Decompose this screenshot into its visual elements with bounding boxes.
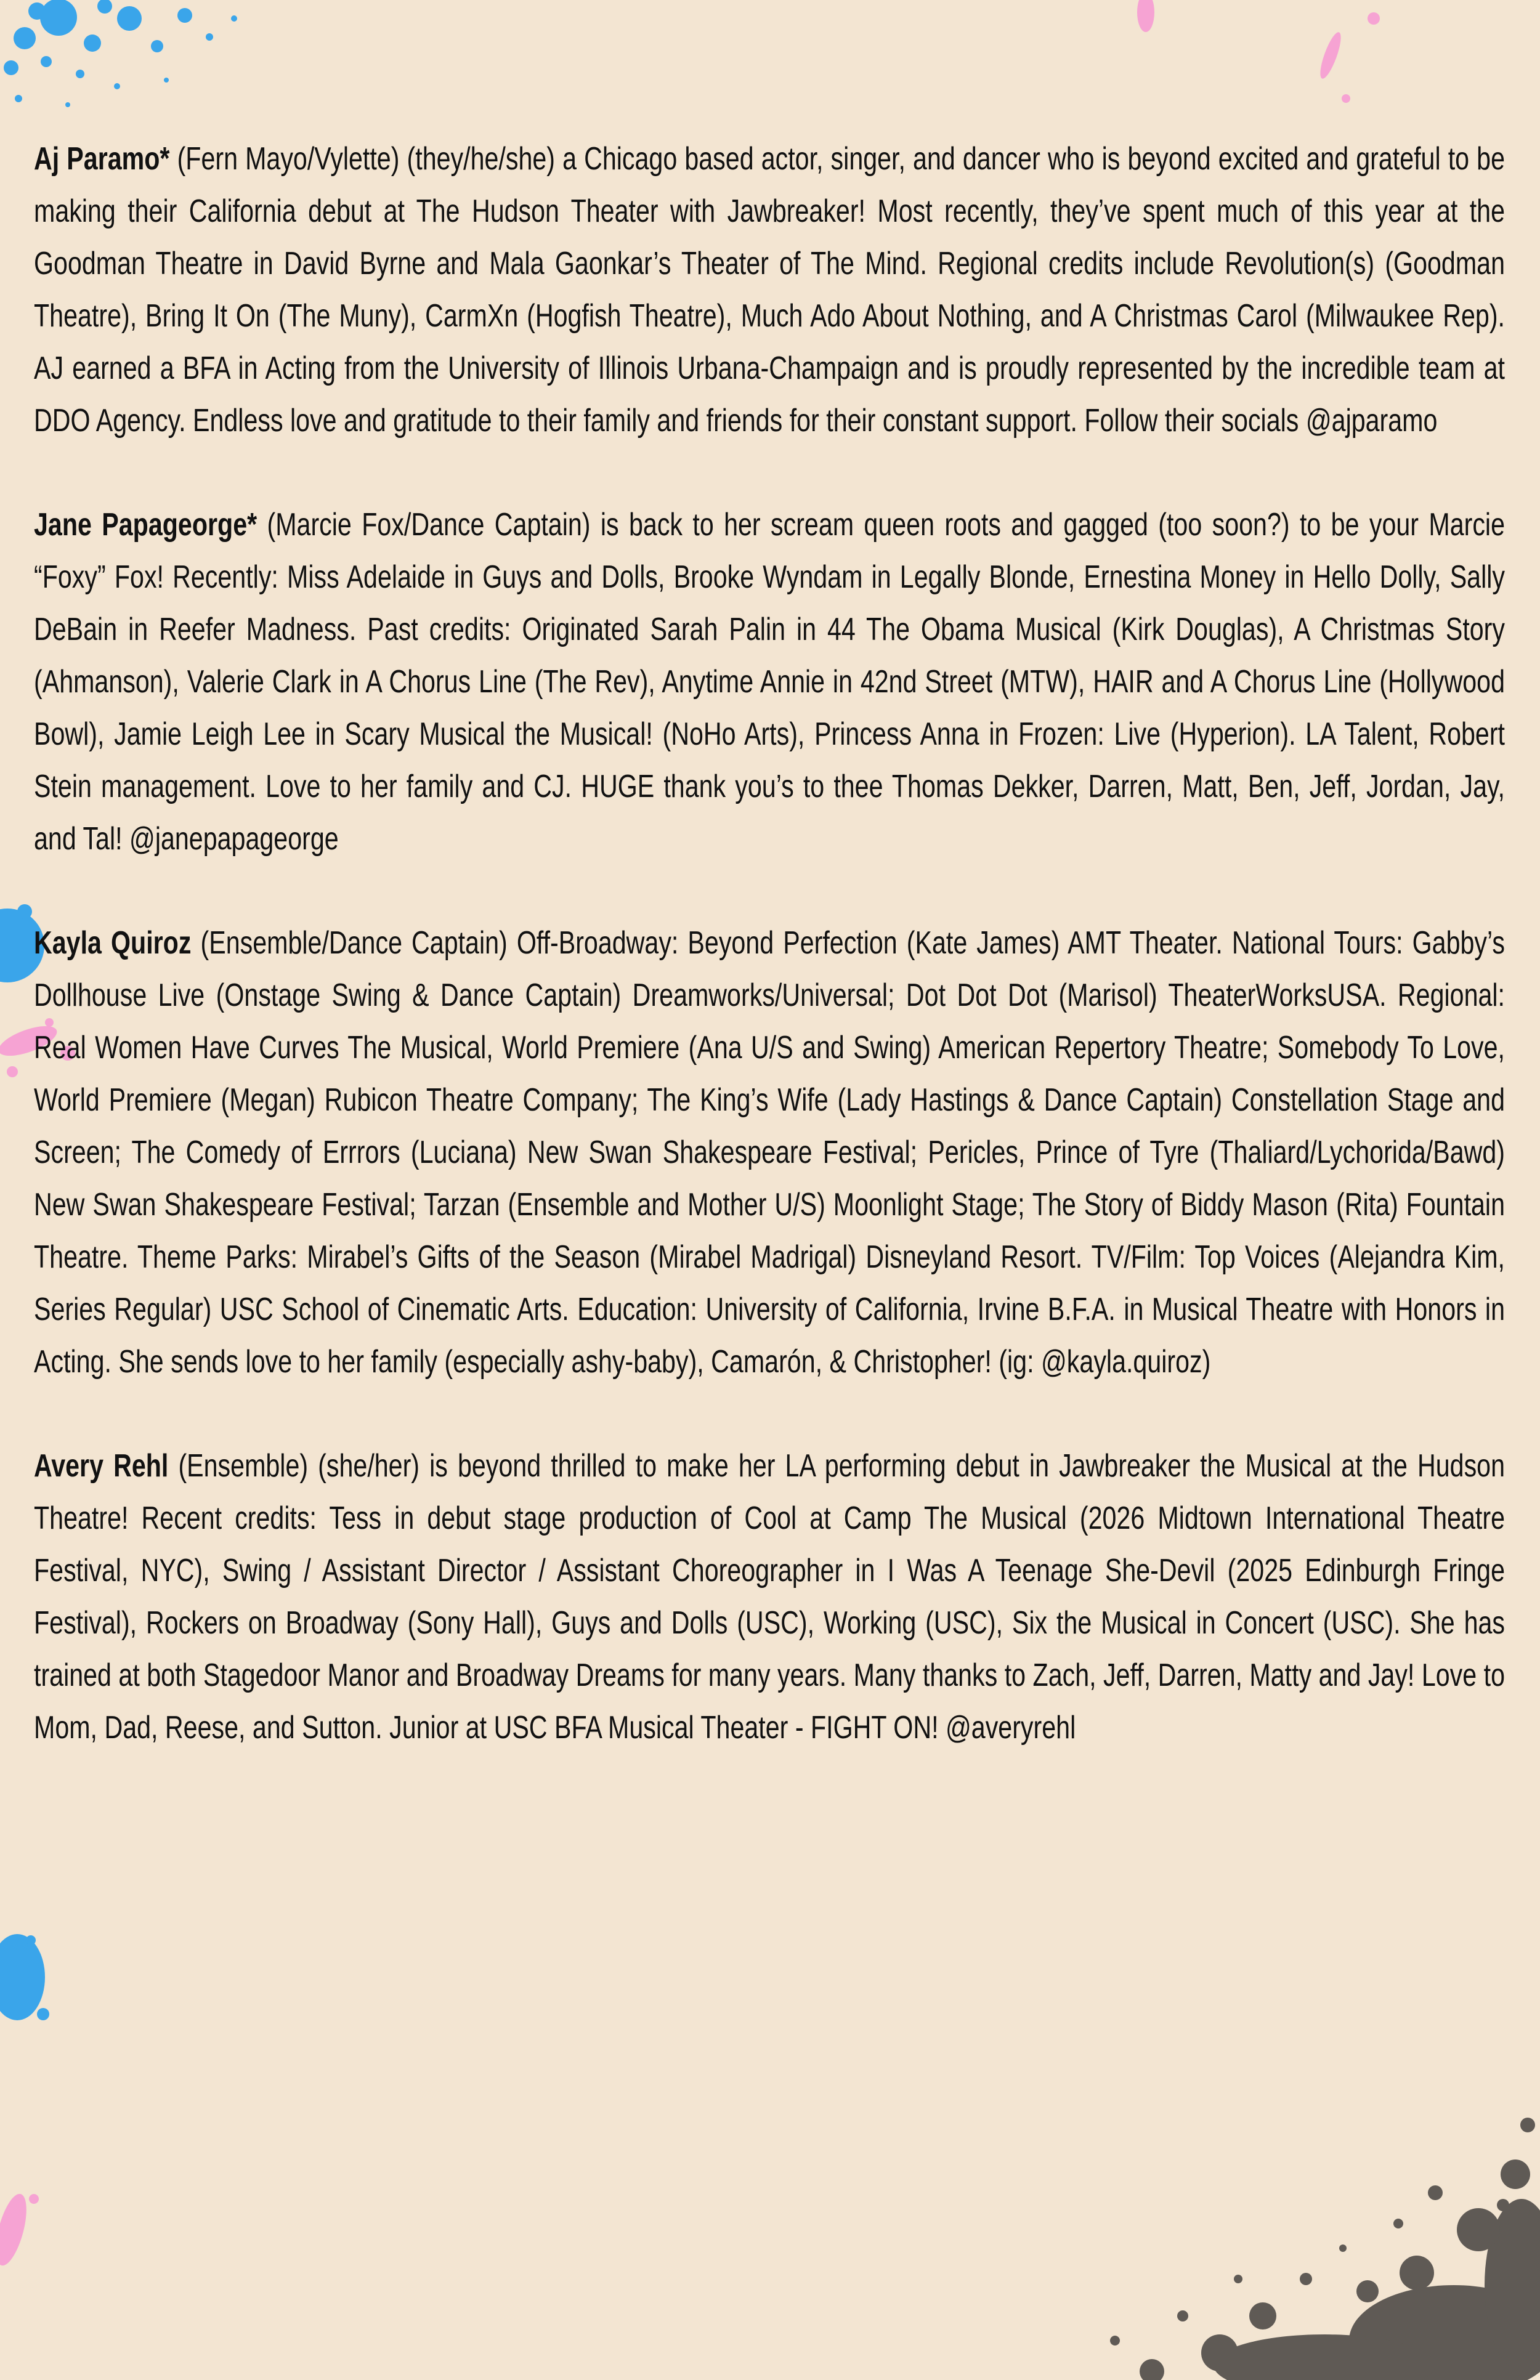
bio-paragraph [34,132,1505,447]
bios-list [34,132,1506,1805]
performer-name: Jane Papageorge* [34,506,257,542]
bio-paragraph [34,498,1505,865]
performer-name: Aj Paramo* [34,140,170,176]
performer-name: Avery Rehl [34,1447,169,1483]
bio-text: (Marcie Fox/Dance Captain) is back to her scream queen roots and gagged (too soon?) to be your Marcie “Foxy” Fox! Recently: Miss Adelaide in Guys and Dolls, Brooke Wyndam in Legally Blonde, Ernestina Money in Hello Dolly, Sally DeBain in Reefer Madness. Past credits: Originated Sarah Palin in 44 The Obama Musical (Kirk Douglas), A Christmas Story (Ahmanson), Valerie Clark in A Chorus Line (The Rev), Anytime Annie in 42nd Street (MTW), HAIR and A Chorus Line (Hollywood Bowl), Jamie Leigh Lee in Scary Musical the Musical! (NoHo Arts), Princess Anna in Frozen: Live (Hyperion). LA Talent, Robert Stein management. Love to her family and CJ. HUGE thank you’s to thee Thomas Dekker, Darren, Matt, Ben, Jeff, Jordan, Jay, and Tal! @janepapageorge [34,506,1506,856]
bio-text: (Fern Mayo/Vylette) (they/he/she) a Chicago based actor, singer, and dancer who is beyond excited and grateful to be making their California debut at The Hudson Theater with Jawbreaker! Most recently, they’ve spent much of this year at the Goodman Theatre in David Byrne and Mala Gaonkar’s Theater of The Mind. Regional credits include Revolution(s) (Goodman Theatre), Bring It On (The Muny), CarmXn (Hogfish Theatre), Much Ado About Nothing, and A Christmas Carol (Milwaukee Rep). AJ earned a BFA in Acting from the University of Illinois Urbana-Champaign and is proudly represented by the incredible team at DDO Agency. Endless love and gratitude to their family and friends for their constant support. Follow their socials @ajparamo [34,140,1505,438]
bio-paragraph [34,1439,1505,1754]
bio-paragraph [34,917,1505,1388]
bio-text: (Ensemble) (she/her) is beyond thrilled to make her LA performing debut in Jawbreaker the Musical at the Hudson Theatre! Recent credits: Tess in debut stage production of Cool at Camp The Musical (2026 Midtown International Theatre Festival, NYC), Swing / Assistant Director / Assistant Choreographer in I Was A Teenage She-Devil (2025 Edinburgh Fringe Festival), Rockers on Broadway (Sony Hall), Guys and Dolls (USC), Working (USC), Six the Musical in Concert (USC). She has trained at both Stagedoor Manor and Broadway Dreams for many years. Many thanks to Zach, Jeff, Darren, Matty and Jay! Love to Mom, Dad, Reese, and Sutton. Junior at USC BFA Musical Theater - FIGHT ON! @averyrehl [34,1447,1505,1745]
performer-name: Kayla Quiroz [34,925,192,960]
bio-text: (Ensemble/Dance Captain) Off-Broadway: Beyond Perfection (Kate James) AMT Theater. National Tours: Gabby’s Dollhouse Live (Onstage Swing & Dance Captain) Dreamworks/Universal; Dot Dot Dot (Marisol) TheaterWorksUSA. Regional: Real Women Have Curves The Musical, World Premiere (Ana U/S and Swing) American Repertory Theatre; Somebody To Love, World Premiere (Megan) Rubicon Theatre Company; The King’s Wife (Lady Hastings & Dance Captain) Constellation Stage and Screen; The Comedy of Errrors (Luciana) New Swan Shakespeare Festival; Pericles, Prince of Tyre (Thaliard/Lychorida/Bawd) New Swan Shakespeare Festival; Tarzan (Ensemble and Mother U/S) Moonlight Stage; The Story of Biddy Mason (Rita) Fountain Theatre. Theme Parks: Mirabel’s Gifts of the Season (Mirabel Madrigal) Disneyland Resort. TV/Film: Top Voices (Alejandra Kim, Series Regular) USC School of Cinematic Arts. Education: University of California, Irvine B.F.A. in Musical Theatre with Honors in Acting. She sends love to her family (especially ashy-baby), Camarón, & Christopher! (ig: @kayla.quiroz) [34,925,1506,1379]
